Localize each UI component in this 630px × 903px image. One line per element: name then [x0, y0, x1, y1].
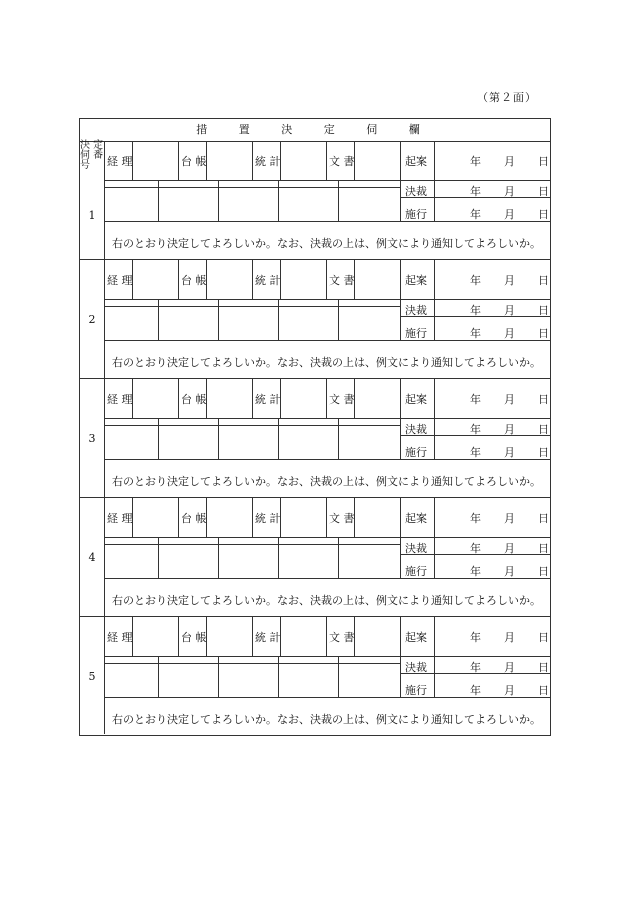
label-day: 日 — [538, 208, 549, 221]
form-title: 措 置 決 定 伺 欄 — [80, 119, 550, 142]
label-month: 月 — [504, 684, 515, 697]
block-note: 右のとおり決定してよろしいか。なお、決裁の上は、例文により通知してよろしいか。 — [112, 713, 541, 726]
header-cell: 決 定 伺 番 号 — [80, 140, 104, 171]
decision-block — [80, 141, 550, 260]
label-year: 年 — [470, 684, 481, 697]
label-kian: 起案 — [405, 274, 427, 287]
label-shiko: 施行 — [405, 565, 427, 578]
label-month: 月 — [504, 512, 515, 525]
label-day: 日 — [538, 661, 549, 674]
label-tokei: 統 計 — [255, 393, 281, 406]
label-month: 月 — [504, 631, 515, 644]
label-month: 月 — [504, 661, 515, 674]
label-daicho: 台 帳 — [181, 155, 207, 168]
label-bunsho: 文 書 — [329, 512, 355, 525]
label-kessai: 決裁 — [405, 661, 427, 674]
block-number: 4 — [88, 551, 96, 564]
label-month: 月 — [504, 208, 515, 221]
label-year: 年 — [470, 208, 481, 221]
label-day: 日 — [538, 304, 549, 317]
block-note: 右のとおり決定してよろしいか。なお、決裁の上は、例文により通知してよろしいか。 — [112, 594, 541, 607]
label-tokei: 統 計 — [255, 274, 281, 287]
block-number: 3 — [88, 432, 96, 445]
label-month: 月 — [504, 423, 515, 436]
label-month: 月 — [504, 185, 515, 198]
label-kessai: 決裁 — [405, 185, 427, 198]
label-daicho: 台 帳 — [181, 512, 207, 525]
label-keiri: 経 理 — [107, 631, 133, 644]
decision-block — [80, 260, 550, 379]
label-year: 年 — [470, 327, 481, 340]
label-month: 月 — [504, 393, 515, 406]
label-day: 日 — [538, 565, 549, 578]
label-day: 日 — [538, 274, 549, 287]
block-number: 2 — [88, 313, 96, 326]
label-day: 日 — [538, 512, 549, 525]
block-number: 1 — [88, 209, 96, 222]
label-tokei: 統 計 — [255, 155, 281, 168]
label-shiko: 施行 — [405, 327, 427, 340]
label-month: 月 — [504, 304, 515, 317]
label-kessai: 決裁 — [405, 542, 427, 555]
label-kessai: 決裁 — [405, 423, 427, 436]
label-tokei: 統 計 — [255, 512, 281, 525]
label-keiri: 経 理 — [107, 393, 133, 406]
label-year: 年 — [470, 274, 481, 287]
label-day: 日 — [538, 684, 549, 697]
label-year: 年 — [470, 512, 481, 525]
label-year: 年 — [470, 155, 481, 168]
label-year: 年 — [470, 661, 481, 674]
label-kian: 起案 — [405, 155, 427, 168]
label-kessai: 決裁 — [405, 304, 427, 317]
label-day: 日 — [538, 542, 549, 555]
decision-block — [80, 617, 550, 736]
block-note: 右のとおり決定してよろしいか。なお、決裁の上は、例文により通知してよろしいか。 — [112, 356, 541, 369]
label-day: 日 — [538, 155, 549, 168]
label-bunsho: 文 書 — [329, 631, 355, 644]
label-month: 月 — [504, 542, 515, 555]
label-month: 月 — [504, 155, 515, 168]
label-bunsho: 文 書 — [329, 155, 355, 168]
label-bunsho: 文 書 — [329, 274, 355, 287]
label-tokei: 統 計 — [255, 631, 281, 644]
label-day: 日 — [538, 423, 549, 436]
label-year: 年 — [470, 304, 481, 317]
block-number: 5 — [88, 670, 96, 683]
decision-block — [80, 498, 550, 617]
label-day: 日 — [538, 631, 549, 644]
label-kian: 起案 — [405, 393, 427, 406]
label-month: 月 — [504, 274, 515, 287]
label-daicho: 台 帳 — [181, 631, 207, 644]
decision-form-table — [79, 118, 551, 736]
label-year: 年 — [470, 631, 481, 644]
label-keiri: 経 理 — [107, 512, 133, 525]
label-daicho: 台 帳 — [181, 274, 207, 287]
block-note: 右のとおり決定してよろしいか。なお、決裁の上は、例文により通知してよろしいか。 — [112, 475, 541, 488]
label-day: 日 — [538, 327, 549, 340]
label-month: 月 — [504, 327, 515, 340]
label-year: 年 — [470, 423, 481, 436]
decision-block — [80, 379, 550, 498]
label-bunsho: 文 書 — [329, 393, 355, 406]
label-day: 日 — [538, 393, 549, 406]
label-shiko: 施行 — [405, 446, 427, 459]
label-keiri: 経 理 — [107, 274, 133, 287]
label-day: 日 — [538, 446, 549, 459]
label-year: 年 — [470, 185, 481, 198]
label-year: 年 — [470, 542, 481, 555]
label-year: 年 — [470, 393, 481, 406]
block-note: 右のとおり決定してよろしいか。なお、決裁の上は、例文により通知してよろしいか。 — [112, 237, 541, 250]
label-day: 日 — [538, 185, 549, 198]
page-label: （第２面） — [477, 91, 537, 104]
label-kian: 起案 — [405, 631, 427, 644]
label-year: 年 — [470, 565, 481, 578]
label-keiri: 経 理 — [107, 155, 133, 168]
label-shiko: 施行 — [405, 684, 427, 697]
label-shiko: 施行 — [405, 208, 427, 221]
label-year: 年 — [470, 446, 481, 459]
label-kian: 起案 — [405, 512, 427, 525]
label-month: 月 — [504, 565, 515, 578]
label-daicho: 台 帳 — [181, 393, 207, 406]
label-month: 月 — [504, 446, 515, 459]
